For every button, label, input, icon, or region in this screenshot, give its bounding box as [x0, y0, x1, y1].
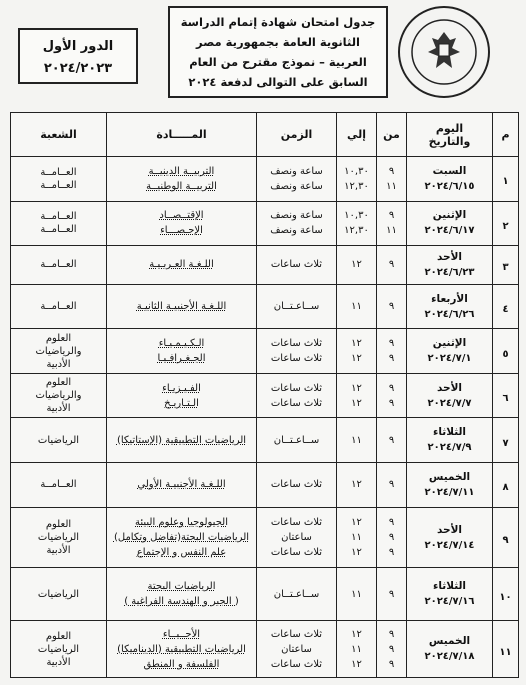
end-time: ١٢ — [351, 547, 362, 559]
exam-day: الخميس — [428, 470, 471, 483]
to-cell — [337, 157, 377, 202]
day-date-cell — [407, 157, 493, 202]
day-date-cell — [407, 201, 493, 246]
start-time: ١١ — [386, 180, 397, 192]
start-time: ٩ — [388, 628, 395, 640]
to-cell — [337, 507, 377, 568]
exam-duration: ساعتان — [281, 643, 312, 655]
duration-cell — [257, 507, 337, 568]
end-time: ١٢,٣٠ — [344, 225, 369, 237]
exam-duration: ساعة ونصف — [270, 210, 323, 222]
end-time: ١٢ — [351, 353, 362, 365]
subject-name: الفلسفة و المنطق — [143, 658, 220, 670]
exam-day: الأربعاء — [431, 292, 468, 305]
exam-day: الأحد — [436, 523, 463, 536]
row-number-cell — [493, 463, 519, 508]
subject-cell — [107, 246, 257, 285]
branch-name: الأدبية — [46, 656, 71, 668]
exam-duration: ســاعـتــان — [273, 588, 320, 600]
start-time: ٩ — [388, 532, 395, 544]
subject-cell — [107, 201, 257, 246]
exam-date: ٢٠٢٤/٧/١٤ — [424, 539, 475, 551]
row-number-cell — [493, 201, 519, 246]
to-cell — [337, 621, 377, 678]
branch-name: العــامــة — [40, 166, 77, 178]
title-line: جدول امتحان شهادة إتمام الدراسة — [180, 15, 376, 29]
branch-name: الأدبية — [46, 545, 71, 557]
subject-name: الرياضيات التطبيقية (الديناميكا) — [117, 643, 246, 655]
duration-cell — [257, 568, 337, 621]
branch-cell — [11, 418, 107, 463]
subject-cell — [107, 463, 257, 508]
header-day: اليوم — [435, 121, 464, 135]
subject-name: الـكـيـمـيـاء — [158, 338, 205, 350]
exam-duration: ســاعـتــان — [273, 301, 320, 312]
branch-name: العلوم — [45, 630, 72, 642]
day-date-cell — [407, 246, 493, 285]
exam-duration: ســاعـتــان — [273, 434, 320, 446]
start-time: ٩ — [388, 517, 395, 529]
end-time: ١٠,٣٠ — [344, 210, 369, 222]
row-number: ٣ — [502, 262, 509, 274]
subject-cell — [107, 329, 257, 374]
branch-name: العــامــة — [40, 179, 77, 191]
start-time: ٩ — [388, 643, 395, 655]
row-number-cell — [493, 418, 519, 463]
table-header-row — [11, 113, 519, 157]
header-subject: المـــــادة — [107, 113, 257, 157]
start-time: ٩ — [388, 259, 395, 271]
exam-round-box — [18, 28, 138, 84]
subject-cell — [107, 621, 257, 678]
day-date-cell — [407, 284, 493, 329]
to-cell — [337, 284, 377, 329]
start-time: ٩ — [388, 165, 395, 177]
end-time: ١١ — [351, 588, 362, 600]
end-time: ١٢,٣٠ — [344, 180, 369, 192]
header-day-date — [407, 113, 493, 157]
from-cell — [377, 418, 407, 463]
academic-year: ٢٠٢٤/٢٠٢٣ — [43, 61, 113, 76]
exam-duration: ساعة ونصف — [270, 180, 323, 192]
start-time: ١١ — [386, 225, 397, 237]
from-cell — [377, 621, 407, 678]
table-row — [11, 157, 519, 202]
exam-date: ٢٠٢٤/٧/١ — [427, 353, 472, 365]
row-number: ٨ — [502, 482, 509, 494]
start-time: ٩ — [388, 397, 395, 409]
day-date-cell — [407, 621, 493, 678]
start-time: ٩ — [388, 353, 395, 365]
exam-date: ٢٠٢٤/٧/١١ — [424, 486, 475, 498]
branch-cell — [11, 373, 107, 418]
branch-name: الأدبية — [46, 403, 71, 415]
end-time: ١٢ — [351, 479, 362, 491]
exam-duration: ثلاث ساعات — [270, 259, 323, 271]
exam-date: ٢٠٢٤/٦/١٥ — [424, 180, 475, 192]
row-number: ٦ — [502, 393, 509, 405]
row-number-cell — [493, 157, 519, 202]
branch-cell — [11, 201, 107, 246]
branch-name: والرياضيات — [35, 345, 82, 357]
exam-duration: ثلاث ساعات — [270, 517, 323, 529]
table-row — [11, 373, 519, 418]
exam-day: الخميس — [428, 635, 471, 648]
end-time: ١٢ — [351, 628, 362, 640]
table-row — [11, 463, 519, 508]
day-date-cell — [407, 418, 493, 463]
from-cell — [377, 157, 407, 202]
day-date-cell — [407, 463, 493, 508]
exam-day: السبت — [432, 164, 467, 177]
start-time: ٩ — [388, 588, 395, 600]
exam-duration: ساعتان — [281, 532, 312, 544]
table-row — [11, 621, 519, 678]
exam-duration: ساعة ونصف — [270, 165, 323, 177]
exam-day: الثلاثاء — [432, 580, 467, 593]
start-time: ٩ — [388, 434, 395, 446]
end-time: ١٢ — [351, 517, 362, 529]
from-cell — [377, 463, 407, 508]
branch-cell — [11, 507, 107, 568]
to-cell — [337, 418, 377, 463]
header-no: م — [493, 113, 519, 157]
subject-cell — [107, 284, 257, 329]
end-time: ١٢ — [351, 382, 362, 394]
subject-name: الأحــيــاء — [162, 628, 201, 640]
branch-cell — [11, 568, 107, 621]
duration-cell — [257, 463, 337, 508]
row-number-cell — [493, 329, 519, 374]
exam-duration: ثلاث ساعات — [270, 547, 323, 559]
exam-duration: ثلاث ساعات — [270, 658, 323, 670]
from-cell — [377, 507, 407, 568]
exam-day: الأحد — [436, 381, 463, 394]
branch-cell — [11, 157, 107, 202]
branch-name: الأدبية — [46, 358, 71, 370]
day-date-cell — [407, 568, 493, 621]
start-time: ٩ — [388, 301, 395, 312]
duration-cell — [257, 373, 337, 418]
duration-cell — [257, 329, 337, 374]
exam-day: الثلاثاء — [432, 426, 467, 439]
row-number: ١١ — [499, 646, 512, 658]
subject-name: الـتـاريـخ — [164, 397, 199, 409]
branch-name: العــامــة — [40, 301, 77, 312]
end-time: ١١ — [351, 434, 362, 446]
table-row — [11, 329, 519, 374]
exam-round: الدور الأول — [42, 39, 114, 54]
branch-cell — [11, 284, 107, 329]
table-row — [11, 507, 519, 568]
exam-date: ٢٠٢٤/٧/٧ — [427, 397, 472, 409]
table-row — [11, 201, 519, 246]
exam-duration: ساعة ونصف — [270, 225, 323, 237]
duration-cell — [257, 201, 337, 246]
end-time: ١١ — [351, 643, 362, 655]
branch-name: العــامــة — [40, 211, 77, 223]
subject-name: الرياضيات البحتة(تفاضل وتكامل) — [113, 532, 250, 544]
row-number-cell — [493, 621, 519, 678]
from-cell — [377, 201, 407, 246]
exam-schedule-title — [168, 6, 388, 98]
end-time: ١٠,٣٠ — [344, 165, 369, 177]
table-row — [11, 246, 519, 285]
to-cell — [337, 568, 377, 621]
branch-name: العــامــة — [40, 479, 77, 491]
title-line: السابق على التوالى لدفعة ٢٠٢٤ — [188, 75, 368, 89]
from-cell — [377, 568, 407, 621]
row-number-cell — [493, 373, 519, 418]
exam-day: الإثنين — [432, 209, 467, 222]
duration-cell — [257, 157, 337, 202]
exam-date: ٢٠٢٤/٦/١٧ — [424, 225, 475, 237]
subject-name: الجـغـرافـيـا — [157, 353, 206, 365]
subject-name: الإقتــصــاد — [159, 210, 204, 222]
subject-cell — [107, 418, 257, 463]
to-cell — [337, 463, 377, 508]
branch-cell — [11, 463, 107, 508]
to-cell — [337, 373, 377, 418]
row-number-cell — [493, 284, 519, 329]
branch-name: الرياضيات — [37, 588, 80, 600]
header-from: من — [377, 113, 407, 157]
table-body — [11, 157, 519, 678]
exam-date: ٢٠٢٤/٧/١٦ — [424, 596, 475, 608]
subject-name: الجيولوجيا وعلوم البيئة — [135, 517, 228, 529]
duration-cell — [257, 284, 337, 329]
subject-name: ( الجبر و الهندسة الفراغية ) — [124, 596, 239, 608]
exam-duration: ثلاث ساعات — [270, 397, 323, 409]
from-cell — [377, 284, 407, 329]
day-date-cell — [407, 373, 493, 418]
start-time: ٩ — [388, 338, 395, 350]
subject-cell — [107, 507, 257, 568]
table-row — [11, 568, 519, 621]
subject-name: اللـغـة الأجنبيـة الأولي — [137, 479, 226, 491]
exam-date: ٢٠٢٤/٦/٢٦ — [424, 308, 475, 320]
branch-name: العلوم — [45, 332, 72, 344]
branch-name: العلوم — [45, 519, 72, 531]
exam-duration: ثلاث ساعات — [270, 479, 323, 491]
branch-name: الرياضيات — [37, 434, 80, 446]
document-header — [0, 0, 526, 110]
exam-date: ٢٠٢٤/٧/١٨ — [424, 651, 475, 663]
subject-name: علم النفس و الإجتماع — [136, 547, 227, 559]
duration-cell — [257, 621, 337, 678]
row-number-cell — [493, 246, 519, 285]
branch-name: العــامــة — [40, 224, 77, 236]
end-time: ١٢ — [351, 259, 362, 271]
start-time: ٩ — [388, 210, 395, 222]
start-time: ٩ — [388, 382, 395, 394]
title-line: العربية – نموذج مقترح من العام — [189, 55, 367, 69]
exam-duration: ثلاث ساعات — [270, 338, 323, 350]
exam-date: ٢٠٢٤/٧/٩ — [427, 442, 472, 454]
start-time: ٩ — [388, 479, 395, 491]
branch-cell — [11, 621, 107, 678]
row-number: ٩ — [502, 535, 509, 547]
subject-name: اللـغـة الأجنبيـة الثانيـة — [136, 301, 227, 312]
to-cell — [337, 329, 377, 374]
exam-duration: ثلاث ساعات — [270, 628, 323, 640]
subject-name: الإحـصـــاء — [160, 225, 203, 237]
row-number-cell — [493, 507, 519, 568]
row-number: ٧ — [502, 437, 509, 449]
subject-cell — [107, 373, 257, 418]
end-time: ١٢ — [351, 338, 362, 350]
to-cell — [337, 201, 377, 246]
start-time: ٩ — [388, 658, 395, 670]
subject-name: التربيــة الدينيــة — [148, 165, 215, 177]
exam-day: الأحد — [436, 250, 463, 263]
start-time: ٩ — [388, 547, 395, 559]
subject-name: الفـيـزيـاء — [162, 382, 201, 394]
header-date: والتاريخ — [428, 134, 471, 148]
day-date-cell — [407, 329, 493, 374]
duration-cell — [257, 246, 337, 285]
subject-name: الرياضيات البحتة — [147, 581, 216, 593]
row-number: ٤ — [502, 304, 509, 315]
title-line: الثانوية العامة بجمهورية مصر — [196, 35, 360, 49]
branch-name: والرياضيات — [35, 390, 82, 402]
exam-date: ٢٠٢٤/٦/٢٣ — [424, 266, 475, 278]
row-number: ١ — [502, 176, 509, 188]
exam-schedule-table — [10, 112, 519, 678]
row-number-cell — [493, 568, 519, 621]
branch-name: الرياضيات — [37, 532, 80, 544]
end-time: ١١ — [351, 532, 362, 544]
header-duration: الزمن — [257, 113, 337, 157]
end-time: ١٢ — [351, 658, 362, 670]
subject-cell — [107, 157, 257, 202]
subject-name: اللـغـة العـربـيـة — [149, 259, 214, 271]
row-number: ٥ — [502, 348, 509, 360]
subject-name: الرياضيات التطبيقية (الإستاتيكا) — [116, 434, 247, 446]
ministry-logo-icon — [392, 4, 496, 100]
from-cell — [377, 246, 407, 285]
to-cell — [337, 246, 377, 285]
day-date-cell — [407, 507, 493, 568]
header-branch: الشعبة — [11, 113, 107, 157]
branch-cell — [11, 329, 107, 374]
end-time: ١٢ — [351, 397, 362, 409]
table-row — [11, 418, 519, 463]
subject-name: التربيــة الوطنيــة — [146, 180, 217, 192]
row-number: ١٠ — [499, 591, 512, 603]
exam-day: الإثنين — [432, 337, 467, 350]
from-cell — [377, 373, 407, 418]
row-number: ٢ — [502, 220, 509, 232]
branch-name: العــامــة — [40, 259, 77, 271]
exam-duration: ثلاث ساعات — [270, 353, 323, 365]
exam-duration: ثلاث ساعات — [270, 382, 323, 394]
table-row — [11, 284, 519, 329]
from-cell — [377, 329, 407, 374]
duration-cell — [257, 418, 337, 463]
branch-name: الرياضيات — [37, 643, 80, 655]
branch-name: العلوم — [45, 377, 72, 389]
subject-cell — [107, 568, 257, 621]
end-time: ١١ — [351, 301, 362, 312]
header-to: إلي — [337, 113, 377, 157]
branch-cell — [11, 246, 107, 285]
